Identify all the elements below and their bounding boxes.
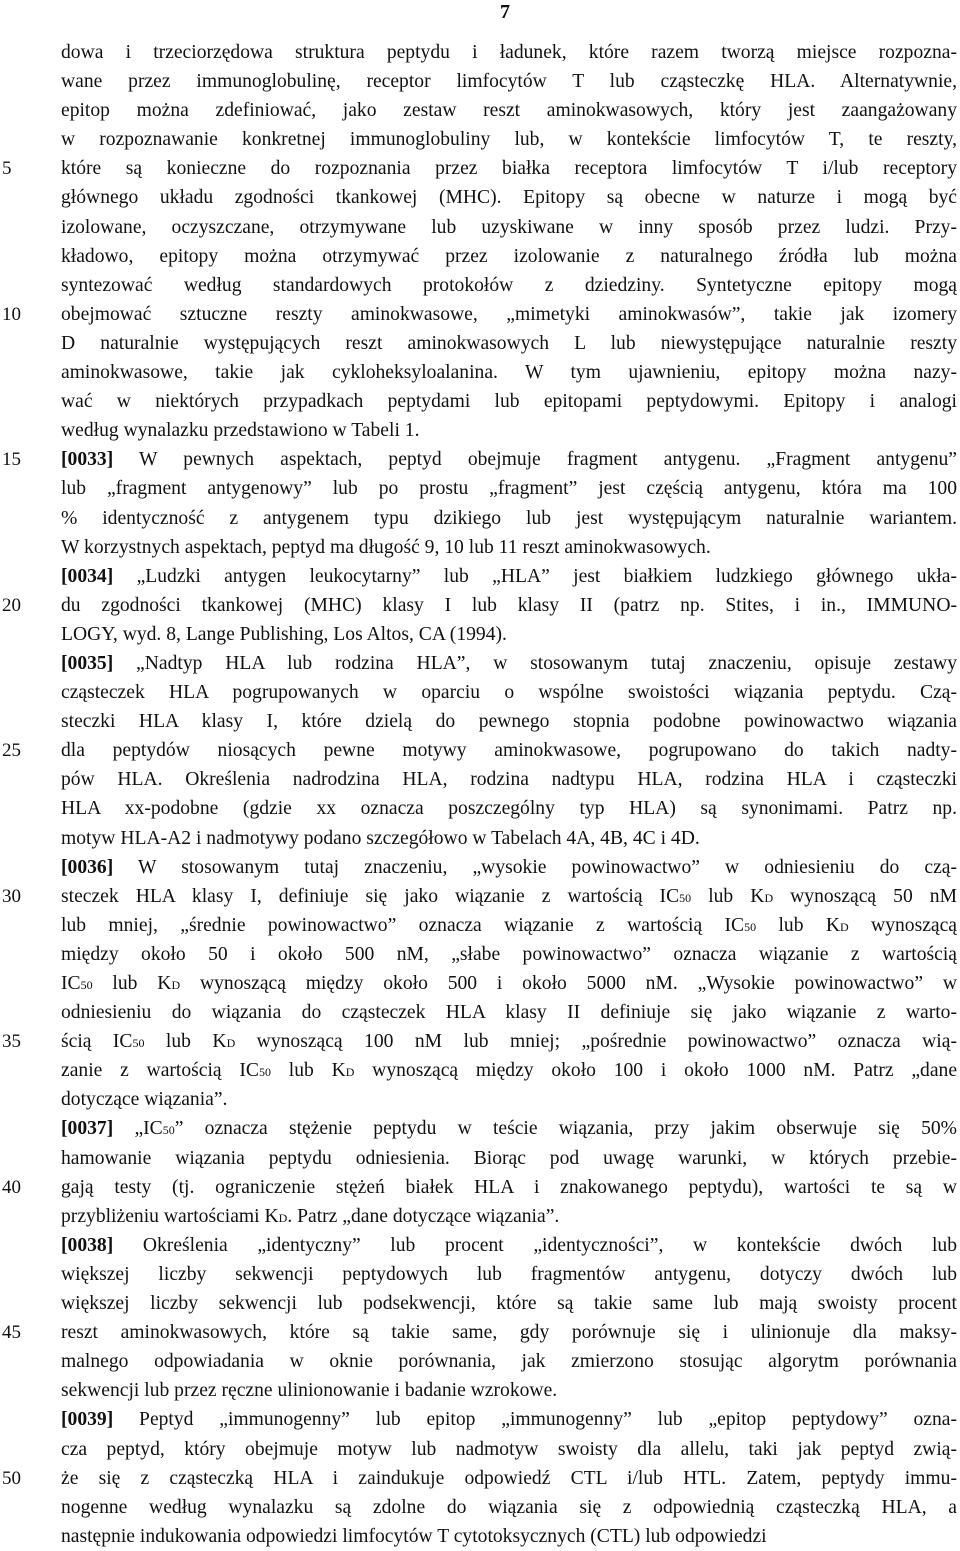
text-line: [0033] W pewnych aspektach, peptyd obejmuje fragment antygenu. „Fragment antygenu” (61, 449, 957, 471)
text-line: głównego układu zgodności tkankowej (MHC). Epitopy są obecne w naturze i mogą być (61, 187, 957, 209)
line-number: 10 (2, 303, 21, 325)
text-line: [0036] W stosowanym tutaj znaczeniu, „wysokie powinowactwo” w odniesieniu do czą- (61, 856, 957, 878)
text-line: D naturalnie występujących reszt aminokwasowych L lub niewystępujące naturalnie reszty (61, 332, 957, 354)
line-number: 5 (2, 158, 12, 180)
paragraph-number: [0039] (61, 1409, 114, 1431)
paragraph-number: [0037] (61, 1118, 114, 1140)
text-line: reszt aminokwasowych, które są takie same, gdy porównuje się i ulinionuje dla maksy- (61, 1322, 957, 1344)
text-line: % identyczność z antygenem typu dzikiego lub jest występującym naturalnie wariantem. (61, 507, 957, 529)
text-line: nogenne według wynalazku są zdolne do wiązania się z odpowiednią cząsteczką HLA, a (61, 1496, 957, 1518)
paragraph-number: [0038] (61, 1234, 114, 1256)
line-number: 20 (2, 594, 21, 616)
text-line: [0039] Peptyd „immunogenny” lub epitop „immunogenny” lub „epitop peptydowy” ozna- (61, 1409, 957, 1431)
text-line: według wynalazku przedstawiono w Tabeli 1. (61, 420, 420, 442)
text-line: następnie indukowania odpowiedzi limfocytów T cytotoksycznych (CTL) lub odpowiedzi (61, 1525, 767, 1547)
document-body (61, 38, 957, 1551)
line-number: 45 (2, 1322, 21, 1344)
line-number: 35 (2, 1031, 21, 1053)
text-line: zanie z wartością IC50 lub KD wynoszącą między około 100 i około 1000 nM. Patrz „dane (61, 1060, 958, 1082)
text-line: dla peptydów niosących pewne motywy aminokwasowe, pogrupowano do takich nadty- (61, 740, 957, 762)
text-line: IC50 lub KD wynoszącą między około 500 i około 5000 nM. „Wysokie powinowactwo” w (61, 973, 957, 994)
text-line: LOGY, wyd. 8, Lange Publishing, Los Altos, CA (1994). (61, 623, 507, 645)
text-line: gają testy (tj. ograniczenie stężeń białek HLA i znakowanego peptydu), wartości te są w (61, 1176, 957, 1198)
line-number: 15 (2, 449, 21, 471)
text-line: wane przez immunoglobulinę, receptor limfocytów T lub cząsteczkę HLA. Alternatywnie, (61, 71, 957, 93)
text-line: w rozpoznawanie konkretnej immunoglobuliny lub, w kontekście limfocytów T, te reszty, (61, 129, 957, 151)
line-number: 50 (2, 1467, 21, 1489)
text-line: lub „fragment antygenowy” lub po prostu „fragment” jest częścią antygenu, która ma 100 (61, 478, 957, 500)
paragraph-number: [0035] (61, 652, 114, 674)
text-line: izolowane, oczyszczane, otrzymywane lub uzyskiwane w inny sposób przez ludzi. Przy- (61, 216, 957, 238)
paragraph-number: [0036] (61, 856, 114, 878)
line-number: 30 (2, 885, 21, 907)
text-line: kładowo, epitopy można otrzymywać przez izolowanie z naturalnego źródła lub można (61, 245, 957, 267)
text-line: HLA xx-podobne (gdzie xx oznacza poszczególny typ HLA) są synonimami. Patrz np. (61, 798, 957, 820)
text-line: pów HLA. Określenia nadrodzina HLA, rodzina nadtypu HLA, rodzina HLA i cząsteczki (61, 769, 957, 791)
text-line: wać w niektórych przypadkach peptydami lub epitopami peptydowymi. Epitopy i analogi (61, 391, 957, 413)
line-number: 25 (2, 740, 21, 762)
text-line: [0035] „Nadtyp HLA lub rodzina HLA”, w stosowanym tutaj znaczeniu, opisuje zestawy (61, 652, 957, 674)
page-number: 7 (500, 1, 510, 23)
line-number: 40 (2, 1176, 21, 1198)
text-line: steczek HLA klasy I, definiuje się jako wiązanie z wartością IC50 lub KD wynoszącą 50 nM (61, 885, 957, 907)
text-line: malnego odpowiadania w oknie porównania, jak zmierzono stosując algorytm porównania (61, 1351, 957, 1373)
text-line: motyw HLA-A2 i nadmotywy podano szczegółowo w Tabelach 4A, 4B, 4C i 4D. (61, 827, 700, 849)
text-line: cza peptyd, który obejmuje motyw lub nadmotyw swoisty dla allelu, taki jak peptyd zwią- (61, 1438, 957, 1460)
text-line: syntezować według standardowych protokołów z dziedziny. Syntetyczne epitopy mogą (61, 274, 957, 296)
text-line: sekwencji lub przez ręczne ulinionowanie i badanie wzrokowe. (61, 1380, 558, 1402)
text-line: cząsteczek HLA pogrupowanych w oparciu o wspólne swoistości wiązania peptydu. Czą- (61, 682, 957, 704)
text-line: [0034] „Ludzki antygen leukocytarny” lub „HLA” jest białkiem ludzkiego głównego ukła- (61, 565, 957, 587)
text-line: lub mniej, „średnie powinowactwo” oznacza wiązanie z wartością IC50 lub KD wynoszącą (61, 914, 958, 936)
text-line: że się z cząsteczką HLA i zaindukuje odpowiedź CTL i/lub HTL. Zatem, peptydy immu- (61, 1467, 957, 1489)
text-line: hamowanie wiązania peptydu odniesienia. Biorąc pod uwagę warunki, w których przebie- (61, 1147, 957, 1169)
text-line: obejmować sztuczne reszty aminokwasowe, „mimetyki aminokwasów”, takie jak izomery (61, 303, 957, 325)
paragraph-number: [0034] (61, 565, 114, 587)
text-line: aminokwasowe, takie jak cykloheksyloalanina. W tym ujawnieniu, epitopy można nazy- (61, 362, 957, 384)
text-line: du zgodności tkankowej (MHC) klasy I lub klasy II (patrz np. Stites, i in., IMMUNO- (61, 594, 957, 616)
text-line: [0038] Określenia „identyczny” lub procent „identyczności”, w kontekście dwóch lub (61, 1234, 957, 1256)
text-line: dotyczące wiązania”. (61, 1089, 228, 1111)
text-line: większej liczby sekwencji peptydowych lub fragmentów antygenu, dotyczy dwóch lub (61, 1263, 957, 1285)
text-line: przybliżeniu wartościami KD. Patrz „dane dotyczące wiązania”. (61, 1205, 560, 1227)
text-line: między około 50 i około 500 nM, „słabe powinowactwo” oznacza wiązanie z wartością (61, 943, 957, 965)
text-line: dowa i trzeciorzędowa struktura peptydu i ładunek, które razem tworzą miejsce rozpozna- (61, 42, 957, 63)
text-line: większej liczby sekwencji lub podsekwencji, które są takie same lub mają swoisty procent (61, 1293, 957, 1315)
text-line: steczki HLA klasy I, które dzielą do pewnego stopnia podobne powinowactwo wiązania (61, 711, 957, 733)
text-line: które są konieczne do rozpoznania przez białka receptora limfocytów T i/lub receptory (61, 158, 957, 180)
text-line: W korzystnych aspektach, peptyd ma długość 9, 10 lub 11 reszt aminokwasowych. (61, 536, 711, 558)
paragraph-number: [0033] (61, 449, 114, 471)
text-line: epitop można zdefiniować, jako zestaw reszt aminokwasowych, który jest zaangażowany (61, 100, 957, 122)
text-line: [0037] „IC50” oznacza stężenie peptydu w teście wiązania, przy jakim obserwuje się 50% (61, 1118, 957, 1140)
text-line: ścią IC50 lub KD wynoszącą 100 nM lub mniej; „pośrednie powinowactwo” oznacza wią- (61, 1031, 957, 1053)
text-line: odniesieniu do wiązania do cząsteczek HLA klasy II definiuje się jako wiązanie z warto- (61, 1002, 957, 1024)
